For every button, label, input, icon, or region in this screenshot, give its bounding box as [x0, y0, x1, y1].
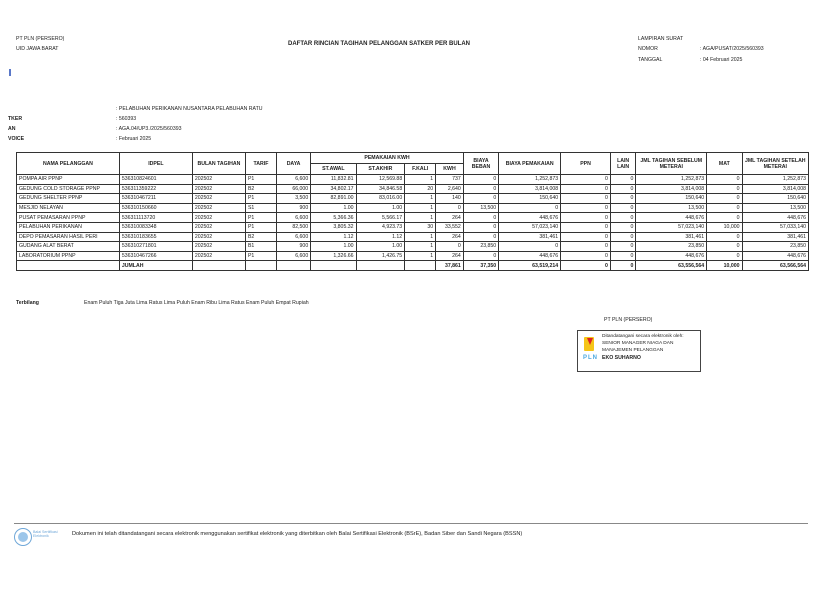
cell-beban: 0	[463, 213, 498, 223]
cell-lain: 0	[610, 184, 635, 194]
cell-lain: 0	[610, 203, 635, 213]
cell-st-akhir: 1,426.75	[356, 251, 405, 261]
unit-name: UID JAWA BARAT	[16, 46, 59, 52]
cell-st-awal: 11,832.81	[311, 175, 356, 185]
cell-f-kali: 1	[405, 175, 436, 185]
cell-ppn: 0	[561, 194, 611, 204]
cell-sebelum: 57,023,140	[636, 222, 707, 232]
cell-idpel: 536310467211	[119, 194, 192, 204]
cell-st-akhir: 1.00	[356, 203, 405, 213]
cell-st-awal: 3,805.32	[311, 222, 356, 232]
cell-tarif: P1	[245, 175, 276, 185]
cell-ppn: 0	[561, 242, 611, 252]
header-f-kali: F.KALI	[405, 164, 436, 175]
cell-idpel: 536310824601	[119, 175, 192, 185]
total-lain: 0	[610, 261, 635, 271]
cell-tarif: S1	[245, 203, 276, 213]
total-empty-cell	[245, 261, 276, 271]
header-jml-setelah: JML TAGIHAN SETELAH METERAI	[742, 153, 808, 175]
cell-tarif: P1	[245, 251, 276, 261]
cell-st-awal: 1.00	[311, 203, 356, 213]
cell-f-kali: 1	[405, 213, 436, 223]
table-row	[17, 213, 809, 223]
signature-line1: Ditandatangani secara elektronik oleh:	[602, 334, 684, 339]
bsre-logo-text: Balai Sertifikasi Elektronik	[33, 530, 58, 539]
total-empty-cell	[311, 261, 356, 271]
cell-bulan: 202502	[192, 213, 245, 223]
company-name: PT PLN (PERSERO)	[16, 36, 65, 42]
cell-sebelum: 23,850	[636, 242, 707, 252]
cell-idpel: 536311359222	[119, 184, 192, 194]
table-row	[17, 232, 809, 242]
cell-setelah: 13,500	[742, 203, 808, 213]
cell-f-kali: 1	[405, 232, 436, 242]
terbilang-label: Terbilang	[16, 300, 39, 306]
cell-pemakaian: 0	[499, 203, 561, 213]
cell-daya: 66,000	[276, 184, 310, 194]
cell-mat: 0	[707, 184, 742, 194]
cell-mat: 0	[707, 213, 742, 223]
total-empty-cell	[405, 261, 436, 271]
cell-f-kali: 1	[405, 203, 436, 213]
cell-sebelum: 150,640	[636, 194, 707, 204]
table-row	[17, 222, 809, 232]
cell-sebelum: 381,461	[636, 232, 707, 242]
cell-lain: 0	[610, 222, 635, 232]
header-daya: DAYA	[276, 153, 310, 175]
header-kwh: KWH	[436, 164, 464, 175]
cell-f-kali: 20	[405, 184, 436, 194]
cell-pemakaian: 0	[499, 242, 561, 252]
header-idpel: IDPEL	[119, 153, 192, 175]
cell-pemakaian: 57,023,140	[499, 222, 561, 232]
header-nama: NAMA PELANGGAN	[17, 153, 120, 175]
cell-bulan: 202502	[192, 194, 245, 204]
cell-st-akhir: 12,569.88	[356, 175, 405, 185]
cell-ppn: 0	[561, 213, 611, 223]
total-label: JUMLAH	[119, 261, 192, 271]
signature-line2: SENIOR MANAGER NIAGA DAN	[602, 341, 674, 346]
header-biaya-pemakaian: BIAYA PEMAKAIAN	[499, 153, 561, 175]
cell-st-akhir: 1.00	[356, 242, 405, 252]
total-empty-cell	[276, 261, 310, 271]
cell-idpel: 536310271801	[119, 242, 192, 252]
cell-beban: 0	[463, 184, 498, 194]
cell-idpel: 536310467266	[119, 251, 192, 261]
header-ppn: PPN	[561, 153, 611, 175]
total-empty-cell	[17, 261, 120, 271]
cell-mat: 0	[707, 251, 742, 261]
cell-beban: 13,500	[463, 203, 498, 213]
info-label-invoice: VOICE	[8, 136, 25, 142]
table-row	[17, 242, 809, 252]
pln-logo-text: PLN	[583, 355, 598, 361]
table-row	[17, 251, 809, 261]
cell-beban: 0	[463, 251, 498, 261]
cell-ppn: 0	[561, 184, 611, 194]
cell-bulan: 202502	[192, 184, 245, 194]
cell-setelah: 3,814,008	[742, 184, 808, 194]
cell-pemakaian: 3,814,008	[499, 184, 561, 194]
cell-bulan: 202502	[192, 242, 245, 252]
info-value-invoice: : Februari 2025	[116, 136, 152, 142]
cell-kwh: 0	[436, 203, 464, 213]
cell-lain: 0	[610, 213, 635, 223]
cell-nama: MESJID NELAYAN	[17, 203, 120, 213]
tanggal-value: : 04 Februari 2025	[700, 57, 743, 63]
cell-pemakaian: 1,252,873	[499, 175, 561, 185]
cell-daya: 900	[276, 242, 310, 252]
cell-setelah: 57,033,140	[742, 222, 808, 232]
cell-mat: 0	[707, 175, 742, 185]
cell-setelah: 448,676	[742, 213, 808, 223]
signer-name: EKO SUHARNO	[602, 355, 641, 361]
cell-nama: PELABUHAN PERIKANAN	[17, 222, 120, 232]
info-label-an: AN	[8, 126, 16, 132]
table-row	[17, 194, 809, 204]
cell-bulan: 202502	[192, 203, 245, 213]
document-title: DAFTAR RINCIAN TAGIHAN PELANGGAN SATKER PER BULAN	[288, 41, 470, 47]
cell-setelah: 448,676	[742, 251, 808, 261]
cell-nama: GEDUNG SHELTER PPNP	[17, 194, 120, 204]
info-value-satker-id: : 560393	[116, 116, 137, 122]
cell-ppn: 0	[561, 203, 611, 213]
header-jml-sebelum: JML TAGIHAN SEBELUM METERAI	[636, 153, 707, 175]
tanggal-label: TANGGAL	[638, 57, 663, 63]
total-sebelum: 63,556,564	[636, 261, 707, 271]
cell-ppn: 0	[561, 222, 611, 232]
cell-daya: 6,600	[276, 175, 310, 185]
header-lain: LAIN LAIN	[610, 153, 635, 175]
cell-lain: 0	[610, 194, 635, 204]
cell-kwh: 2,640	[436, 184, 464, 194]
total-pemakaian: 63,519,214	[499, 261, 561, 271]
cell-f-kali: 1	[405, 251, 436, 261]
attachment-label: LAMPIRAN SURAT	[638, 36, 684, 42]
bsre-logo-icon	[14, 528, 32, 546]
cell-tarif: P1	[245, 213, 276, 223]
cell-tarif: B2	[245, 232, 276, 242]
cell-pemakaian: 448,676	[499, 213, 561, 223]
footer-text: Dokumen ini telah ditandatangani secara elektronik menggunakan sertifikat elektronik yang diterbitkan oleh Balai Sertifikasi Elektronik (BSrE), Badan Siber dan Sandi Negara (BSSN)	[72, 531, 523, 537]
cell-bulan: 202502	[192, 251, 245, 261]
cell-sebelum: 13,500	[636, 203, 707, 213]
cell-sebelum: 1,252,873	[636, 175, 707, 185]
table-row	[17, 203, 809, 213]
cell-st-awal: 1,326.66	[311, 251, 356, 261]
cell-idpel: 536310183655	[119, 232, 192, 242]
margin-marker	[9, 69, 11, 76]
table-row	[17, 175, 809, 185]
cell-tarif: B2	[245, 184, 276, 194]
cell-st-awal: 34,802.17	[311, 184, 356, 194]
cell-mat: 10,000	[707, 222, 742, 232]
total-empty-cell	[356, 261, 405, 271]
cell-pemakaian: 150,640	[499, 194, 561, 204]
cell-pemakaian: 448,676	[499, 251, 561, 261]
signature-company: PT PLN (PERSERO)	[604, 317, 653, 323]
cell-bulan: 202502	[192, 232, 245, 242]
cell-bulan: 202502	[192, 222, 245, 232]
cell-lain: 0	[610, 232, 635, 242]
cell-mat: 0	[707, 194, 742, 204]
cell-beban: 0	[463, 175, 498, 185]
cell-kwh: 264	[436, 213, 464, 223]
cell-st-awal: 1.12	[311, 232, 356, 242]
header-mat: MAT	[707, 153, 742, 175]
total-ppn: 0	[561, 261, 611, 271]
cell-setelah: 23,850	[742, 242, 808, 252]
cell-kwh: 264	[436, 232, 464, 242]
cell-st-awal: 1.00	[311, 242, 356, 252]
footer-divider	[14, 523, 808, 524]
cell-pemakaian: 381,461	[499, 232, 561, 242]
cell-nama: POMPA AIR PPNP	[17, 175, 120, 185]
cell-idpel: 536310150660	[119, 203, 192, 213]
header-st-awal: ST.AWAL	[311, 164, 356, 175]
cell-mat: 0	[707, 203, 742, 213]
cell-tarif: P1	[245, 194, 276, 204]
cell-daya: 6,600	[276, 232, 310, 242]
info-value-an: : AGA.04/UP3./2025/560393	[116, 126, 182, 132]
pln-logo-icon	[584, 337, 594, 351]
cell-nama: DEPO PEMASARAN HASIL PERI	[17, 232, 120, 242]
cell-st-awal: 82,891.00	[311, 194, 356, 204]
total-beban: 37,350	[463, 261, 498, 271]
cell-daya: 3,500	[276, 194, 310, 204]
cell-ppn: 0	[561, 175, 611, 185]
cell-st-akhir: 83,016.00	[356, 194, 405, 204]
cell-beban: 23,850	[463, 242, 498, 252]
cell-nama: GEDUNG COLD STORAGE PPNP	[17, 184, 120, 194]
total-empty-cell	[192, 261, 245, 271]
cell-mat: 0	[707, 242, 742, 252]
cell-sebelum: 448,676	[636, 251, 707, 261]
cell-nama: PUSAT PEMASARAN PPNP	[17, 213, 120, 223]
header-bulan: BULAN TAGIHAN	[192, 153, 245, 175]
cell-beban: 0	[463, 232, 498, 242]
header-tarif: TARIF	[245, 153, 276, 175]
cell-setelah: 1,252,873	[742, 175, 808, 185]
cell-mat: 0	[707, 232, 742, 242]
cell-beban: 0	[463, 222, 498, 232]
cell-st-awal: 5,366.36	[311, 213, 356, 223]
cell-daya: 6,600	[276, 251, 310, 261]
header-pemakaian: PEMAKAIAN KWH	[311, 153, 464, 164]
info-label-satker: TKER	[8, 116, 23, 122]
cell-kwh: 33,552	[436, 222, 464, 232]
info-value-satker: : PELABUHAN PERIKANAN NUSANTARA PELABUHAN RATU	[116, 106, 263, 112]
total-kwh: 37,861	[436, 261, 464, 271]
cell-idpel: 536311113720	[119, 213, 192, 223]
cell-st-akhir: 34,846.58	[356, 184, 405, 194]
cell-sebelum: 448,676	[636, 213, 707, 223]
cell-bulan: 202502	[192, 175, 245, 185]
cell-ppn: 0	[561, 232, 611, 242]
cell-kwh: 140	[436, 194, 464, 204]
table-total-row	[17, 261, 809, 271]
cell-st-akhir: 5,566.17	[356, 213, 405, 223]
cell-setelah: 381,461	[742, 232, 808, 242]
cell-kwh: 0	[436, 242, 464, 252]
cell-beban: 0	[463, 194, 498, 204]
cell-kwh: 737	[436, 175, 464, 185]
cell-idpel: 536310083348	[119, 222, 192, 232]
signature-line3: MANAJEMEN PELANGGAN	[602, 348, 664, 353]
cell-kwh: 264	[436, 251, 464, 261]
cell-f-kali: 1	[405, 242, 436, 252]
header-st-akhir: ST.AKHIR	[356, 164, 405, 175]
cell-nama: LABORATORIUM PPNP	[17, 251, 120, 261]
cell-tarif: P1	[245, 222, 276, 232]
cell-daya: 82,500	[276, 222, 310, 232]
cell-lain: 0	[610, 175, 635, 185]
cell-setelah: 150,640	[742, 194, 808, 204]
cell-tarif: B1	[245, 242, 276, 252]
cell-ppn: 0	[561, 251, 611, 261]
cell-st-akhir: 1.12	[356, 232, 405, 242]
header-biaya-beban: BIAYA BEBAN	[463, 153, 498, 175]
cell-sebelum: 3,814,008	[636, 184, 707, 194]
e-signature-box	[577, 330, 701, 372]
cell-daya: 900	[276, 203, 310, 213]
cell-nama: GUDANG ALAT BERAT	[17, 242, 120, 252]
cell-st-akhir: 4,923.73	[356, 222, 405, 232]
cell-daya: 6,600	[276, 213, 310, 223]
cell-lain: 0	[610, 242, 635, 252]
terbilang-value: Enam Puluh Tiga Juta Lima Ratus Lima Puluh Enam Ribu Lima Ratus Enam Puluh Empat Rupiah	[84, 300, 309, 306]
cell-lain: 0	[610, 251, 635, 261]
billing-table	[16, 152, 809, 271]
total-setelah: 63,566,564	[742, 261, 808, 271]
cell-f-kali: 30	[405, 222, 436, 232]
nomor-label: NOMOR	[638, 46, 658, 52]
total-mat: 10,000	[707, 261, 742, 271]
nomor-value: : AGA/PUSAT/2025/560393	[700, 46, 764, 52]
cell-f-kali: 1	[405, 194, 436, 204]
table-row	[17, 184, 809, 194]
